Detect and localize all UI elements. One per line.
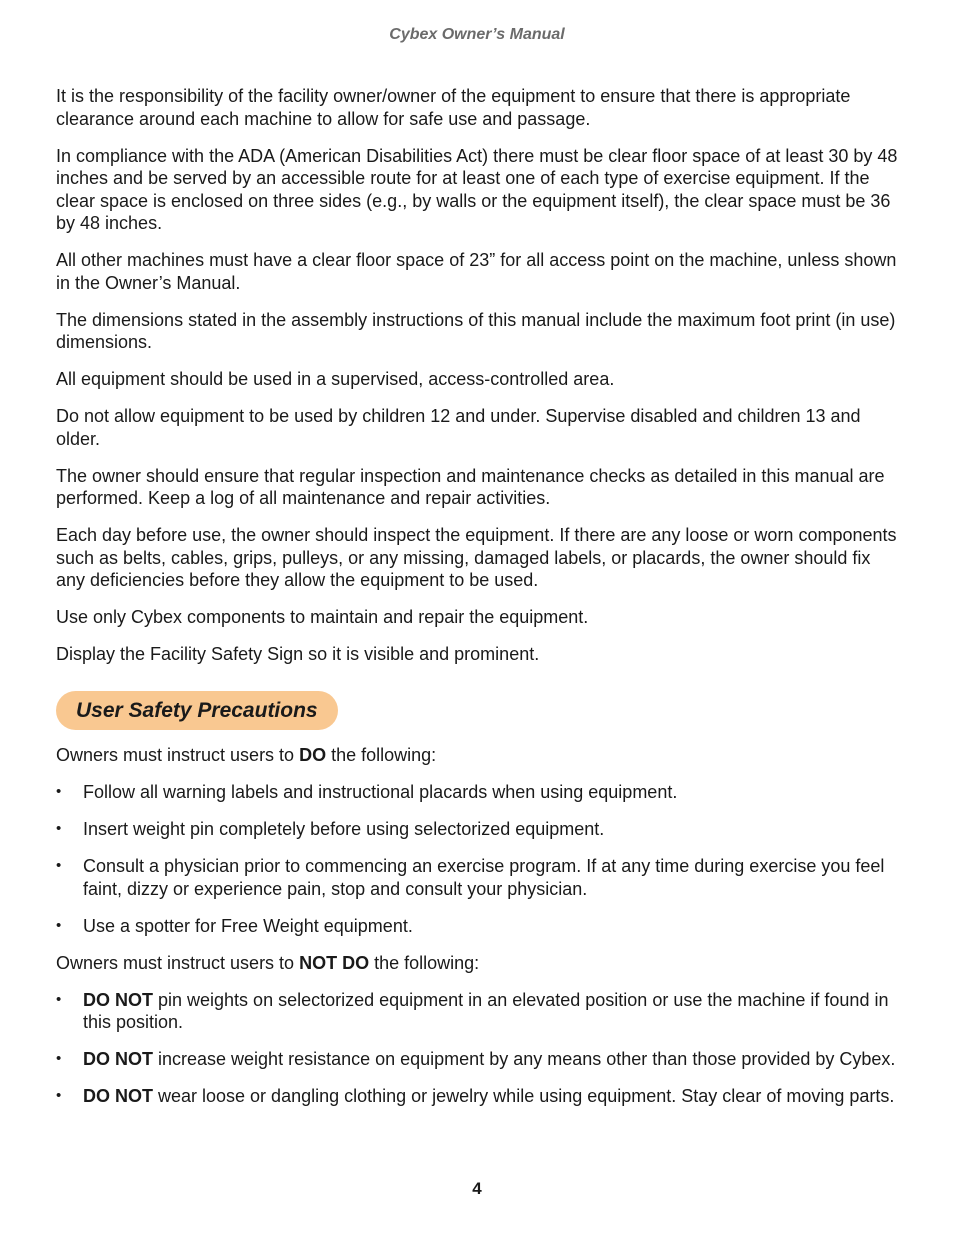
not-do-intro (56, 952, 898, 975)
not-do-list-item (56, 1048, 898, 1071)
paragraph-ada: In compliance with the ADA (American Disabilities Act) there must be clear floor space of at least 30 by 48 inches and be served by an accessible route for at least one of each type of exercise equipment. If the clear space is enclosed on three sides (e.g., by walls or the equipment itself), the clear space must be 36 by 48 inches. (56, 145, 898, 233)
paragraph-other-machines: All other machines must have a clear floor space of 23” for all access point on the machine, unless shown in the Owner’s Manual. (56, 250, 897, 293)
do-list-item: • Use a spotter for Free Weight equipment. (56, 915, 898, 938)
not-do-intro-bold: NOT DO (299, 952, 370, 973)
paragraph-supervised-area: All equipment should be used in a supervised, access-controlled area. (56, 369, 615, 389)
section-heading: User Safety Precautions (56, 691, 338, 730)
paragraph-daily-inspection: Each day before use, the owner should inspect the equipment. If there are any loose or worn components such as belts, cables, grips, pulleys, or any missing, damaged labels, or placards, the owner should fix any deficiencies before they allow the equipment to be used. (56, 525, 897, 590)
paragraph-children: Do not allow equipment to be used by children 12 and under. Supervise disabled and children 13 and older. (56, 406, 861, 449)
not-do-list-item (56, 1085, 898, 1108)
do-intro-after: the following: (326, 745, 437, 765)
not-do-text: increase weight resistance on equipment by any means other than those provided by Cybex. (153, 1049, 896, 1069)
do-not-label: DO NOT (83, 989, 153, 1010)
paragraph-clearance: It is the responsibility of the facility owner/owner of the equipment to ensure that there is appropriate clearance around each machine to allow for safe use and passage. (56, 86, 851, 129)
not-do-text: wear loose or dangling clothing or jewelry while using equipment. Stay clear of moving parts. (153, 1086, 895, 1106)
paragraph-cybex-components: Use only Cybex components to maintain and repair the equipment. (56, 607, 589, 627)
paragraph-inspection: The owner should ensure that regular inspection and maintenance checks as detailed in this manual are performed. Keep a log of all maintenance and repair activities. (56, 465, 885, 508)
not-do-intro-before: Owners must instruct users to (56, 952, 300, 973)
not-do-list (56, 989, 898, 1108)
not-do-list-item (56, 989, 898, 1034)
not-do-intro-after: the following: (369, 952, 480, 973)
page-content (56, 85, 898, 1122)
do-intro-before: Owners must instruct users to (56, 745, 300, 765)
do-list-item: • Follow all warning labels and instructional placards when using equipment. (56, 781, 898, 804)
running-header: Cybex Owner’s Manual (389, 26, 565, 43)
not-do-text: pin weights on selectorized equipment in an elevated position or use the machine if found in this position. (83, 989, 889, 1032)
do-not-label: DO NOT (83, 1049, 153, 1069)
do-intro (56, 744, 898, 767)
do-intro-bold: DO (299, 745, 327, 765)
do-list (56, 781, 898, 937)
do-list-item: • Insert weight pin completely before using selectorized equipment. (56, 818, 898, 841)
page-number: 4 (472, 1179, 482, 1198)
do-list-item: • Consult a physician prior to commencing an exercise program. If at any time during exercise you feel faint, dizzy or experience pain, stop and consult your physician. (56, 855, 898, 900)
do-not-label: DO NOT (83, 1086, 153, 1106)
paragraph-safety-sign: Display the Facility Safety Sign so it is visible and prominent. (56, 644, 540, 664)
paragraph-dimensions: The dimensions stated in the assembly instructions of this manual include the maximum foot print (in use) dimensions. (56, 309, 896, 352)
